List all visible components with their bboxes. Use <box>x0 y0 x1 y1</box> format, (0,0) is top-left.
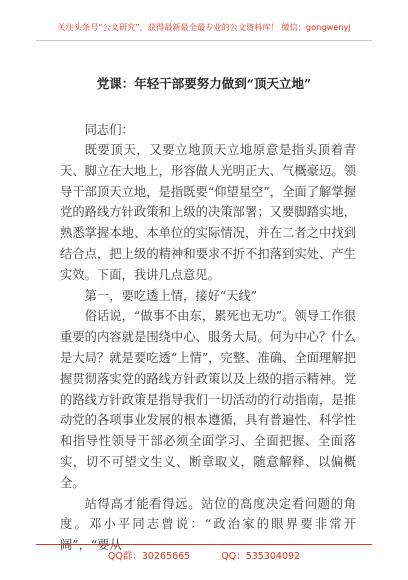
qq-contact-text: QQ：535304092 <box>221 551 301 562</box>
section-heading: 第一，要吃透上情，接好“天线” <box>84 288 258 303</box>
paragraph-section-1-cont: 站得高才能看得远。站位的高度决定看问题的角度。邓小平同志曾说：“政治家的眼界要非常开阔”，“要从 <box>60 496 356 553</box>
qq-group-text: QQ群：30265665 <box>107 551 191 562</box>
greeting-block <box>60 120 356 141</box>
header-divider <box>36 40 372 41</box>
paragraph-intro: 既要顶天，又要立地顶天立地原意是指头顶着青天、脚立在大地上，形容做人光明正大、气概豪迈。领导干部顶天立地，是指既要“仰望星空”，全面了解掌握党的路线方针政策和上级的决策部署；又要脚踏实地，熟悉掌握本地、本单位的实际情况，并在二者之中找到结合点，把上级的精神和要求不折不扣落到实处、产生实效。下面，我讲几点意见。 <box>60 143 356 282</box>
document-title: 党课：年轻干部要努力做到“顶天立地” <box>96 76 312 91</box>
paragraph-section-1: 俗话说，“做事不由东，累死也无功”。领导工作很重要的内容就是围绕中心、服务大局。何为中心？什么是大局？就是要吃透“上情”，完整、准确、全面理解把握贯彻落实党的路线方针政策以及上级的指示精神。党的路线方针政策是指导我们一切活动的行动指南，是推动党的各项事业发展的根本遵循，具有普遍性、科学性和指导性领导干部必须全面学习、全面把握、全面落实，切不可望文生义、断章取义，随意解释、以偏概全。 <box>60 309 356 490</box>
greeting: 同志们： <box>84 123 134 137</box>
header-banner: 关注头条号“公文研究”，获得最新最全最专业的公文资料库！ 微信：gongwenyj <box>57 22 351 32</box>
document-body <box>60 140 356 556</box>
footer-divider <box>36 544 372 545</box>
footer <box>0 548 408 562</box>
